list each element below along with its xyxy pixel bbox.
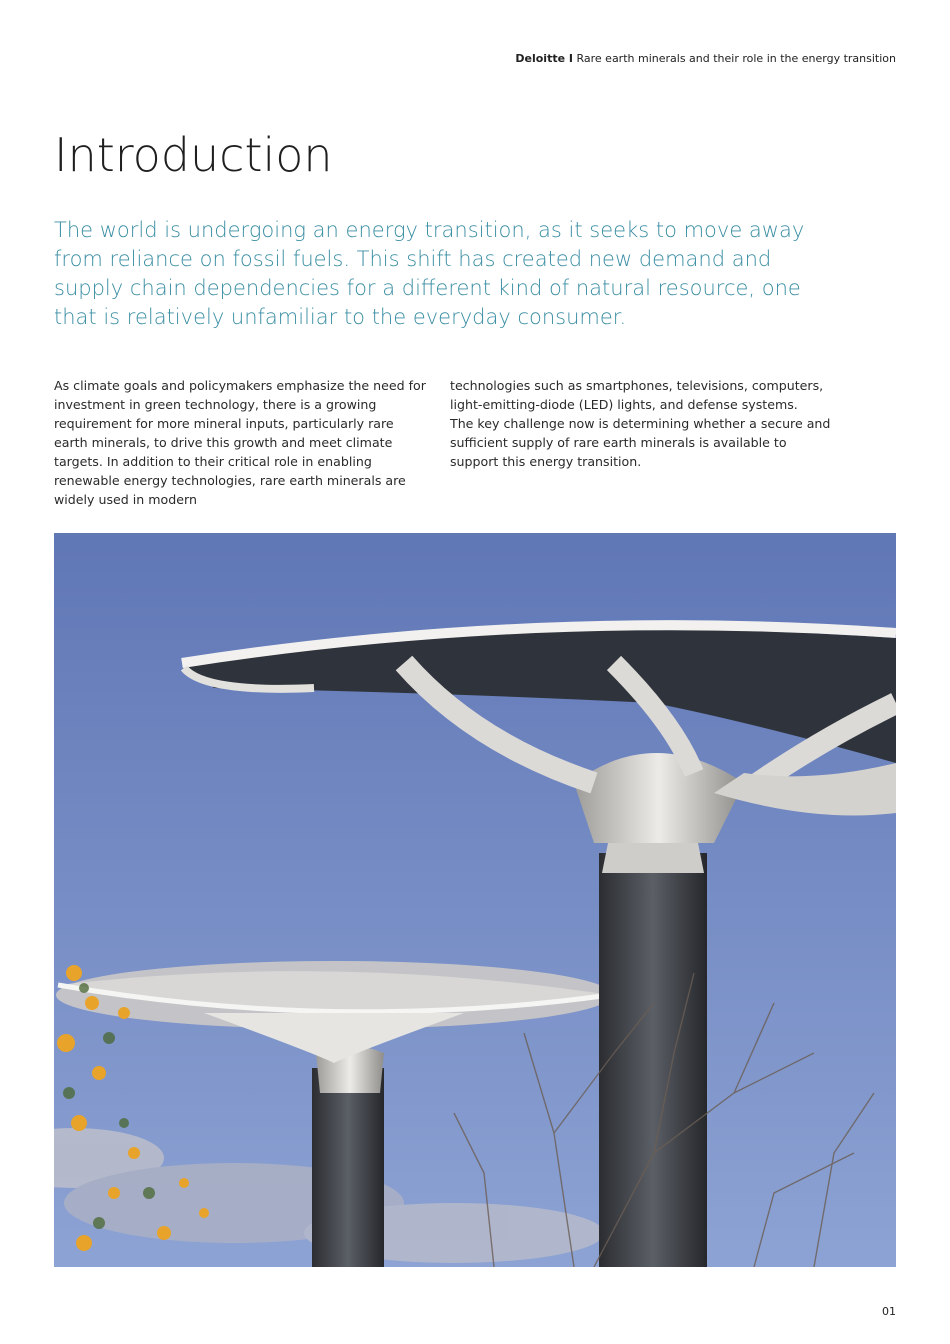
body-column-2 bbox=[450, 376, 832, 471]
solar-canopy-photo bbox=[54, 533, 896, 1267]
body-column-2-paragraph-1: technologies such as smartphones, televisions, computers, light-emitting-diode (LED) lights, and defense systems. bbox=[450, 378, 824, 412]
header-subtitle: Rare earth minerals and their role in the energy transition bbox=[576, 52, 896, 65]
page-title: Introduction bbox=[54, 128, 333, 182]
body-column-2-paragraph-2: The key challenge now is determining whether a secure and sufficient supply of rare earth minerals is available to support this energy transition. bbox=[450, 416, 831, 469]
page-number: 01 bbox=[882, 1305, 896, 1318]
lead-paragraph: The world is undergoing an energy transition, as it seeks to move away from reliance on fossil fuels. This shift has created new demand and supply chain dependencies for a different kind of natural resource, one that is relatively unfamiliar to the everyday consumer. bbox=[54, 218, 805, 329]
body-column-1: As climate goals and policymakers emphasize the need for investment in green technology, there is a growing requirement for more mineral inputs, particularly rare earth minerals, to drive this growth and meet climate targets. In addition to their critical role in enabling renewable energy technologies, rare earth minerals are widely used in modern bbox=[54, 378, 426, 507]
header-brand: Deloitte I bbox=[515, 52, 573, 65]
running-header bbox=[515, 52, 896, 65]
